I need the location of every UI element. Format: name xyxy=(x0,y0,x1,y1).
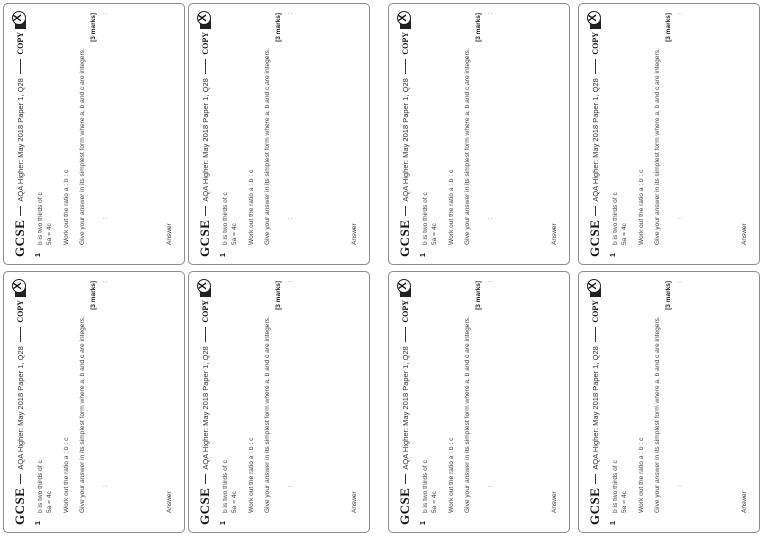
copy-label: COPY xyxy=(590,300,600,323)
card-header xyxy=(8,11,32,257)
question-line: b is two thirds of c xyxy=(422,192,429,245)
worksheet-card xyxy=(3,3,185,265)
copy-label: COPY xyxy=(200,32,210,55)
marks-label: [3 marks] xyxy=(475,281,482,310)
card-header xyxy=(393,279,417,525)
card-header xyxy=(8,279,32,525)
question-number: 1 xyxy=(35,521,42,525)
answer-box[interactable]: : : xyxy=(678,13,684,219)
header-rule xyxy=(405,327,406,343)
question-number: 1 xyxy=(420,253,427,257)
question-line: Give your answer in its simplest form where a, b and c are integers. xyxy=(654,316,661,513)
marks-label: [3 marks] xyxy=(90,13,97,42)
question-line: Work out the ratio a : b : c xyxy=(638,437,645,513)
question-source: AQA Higher: May 2018 Paper 1, Q28 xyxy=(15,78,25,202)
answer-label: Answer xyxy=(551,491,558,513)
question-line: b is two thirds of c xyxy=(37,460,44,513)
marks-label: [3 marks] xyxy=(275,281,282,310)
copy-label: COPY xyxy=(400,32,410,55)
header-rule xyxy=(595,474,596,484)
question-line: Give your answer in its simplest form where a, b and c are integers. xyxy=(264,316,271,513)
copy-label: COPY xyxy=(15,300,25,323)
question-body xyxy=(35,13,177,257)
gcse-logo: GCSE xyxy=(587,219,602,257)
question-line: Work out the ratio a : b : c xyxy=(638,169,645,245)
question-line: 5a = 4c xyxy=(431,491,438,513)
copy-x-icon: X xyxy=(11,11,29,29)
question-line: Work out the ratio a : b : c xyxy=(63,169,70,245)
question-line: Give your answer in its simplest form where a, b and c are integers. xyxy=(464,316,471,513)
marks-label: [3 marks] xyxy=(665,281,672,310)
answer-box[interactable]: : : xyxy=(103,13,109,219)
header-rule xyxy=(595,206,596,216)
question-line: 5a = 4c xyxy=(46,491,53,513)
answer-box[interactable]: : : xyxy=(288,281,294,487)
copy-x-icon: X xyxy=(196,279,214,297)
gcse-logo: GCSE xyxy=(12,487,27,525)
question-line: Give your answer in its simplest form where a, b and c are integers. xyxy=(264,48,271,245)
answer-label: Answer xyxy=(166,223,173,245)
marks-label: [3 marks] xyxy=(475,13,482,42)
question-line: 5a = 4c xyxy=(231,491,238,513)
question-number: 1 xyxy=(220,253,227,257)
question-line: Give your answer in its simplest form where a, b and c are integers. xyxy=(79,48,86,245)
answer-label: Answer xyxy=(351,491,358,513)
copy-label: COPY xyxy=(590,32,600,55)
marks-label: [3 marks] xyxy=(275,13,282,42)
worksheet-card xyxy=(578,3,760,265)
header-rule xyxy=(205,474,206,484)
worksheet-card xyxy=(188,271,370,533)
question-line: Give your answer in its simplest form where a, b and c are integers. xyxy=(654,48,661,245)
answer-box[interactable]: : : xyxy=(288,13,294,219)
question-line: Work out the ratio a : b : c xyxy=(448,437,455,513)
copy-label: COPY xyxy=(200,300,210,323)
question-body xyxy=(220,13,362,257)
copy-x-icon: X xyxy=(586,11,604,29)
answer-label: Answer xyxy=(741,491,748,513)
question-line: b is two thirds of c xyxy=(222,192,229,245)
header-rule xyxy=(405,59,406,75)
answer-label: Answer xyxy=(551,223,558,245)
question-source: AQA Higher: May 2018 Paper 1, Q28 xyxy=(400,346,410,470)
answer-box[interactable]: : : xyxy=(678,281,684,487)
gcse-logo: GCSE xyxy=(12,219,27,257)
header-rule xyxy=(20,59,21,75)
question-number: 1 xyxy=(420,521,427,525)
question-line: 5a = 4c xyxy=(46,223,53,245)
header-rule xyxy=(20,327,21,343)
gcse-logo: GCSE xyxy=(587,487,602,525)
question-source: AQA Higher: May 2018 Paper 1, Q28 xyxy=(590,78,600,202)
card-header xyxy=(193,279,217,525)
copy-x-icon: X xyxy=(396,11,414,29)
question-body xyxy=(610,13,752,257)
question-body xyxy=(35,281,177,525)
question-body xyxy=(420,281,562,525)
header-rule xyxy=(595,59,596,75)
question-line: 5a = 4c xyxy=(431,223,438,245)
copy-x-icon: X xyxy=(196,11,214,29)
question-line: b is two thirds of c xyxy=(612,460,619,513)
copy-label: COPY xyxy=(400,300,410,323)
gcse-logo: GCSE xyxy=(197,487,212,525)
question-source: AQA Higher: May 2018 Paper 1, Q28 xyxy=(15,346,25,470)
question-source: AQA Higher: May 2018 Paper 1, Q28 xyxy=(200,78,210,202)
question-line: Work out the ratio a : b : c xyxy=(248,437,255,513)
question-number: 1 xyxy=(610,521,617,525)
question-line: 5a = 4c xyxy=(231,223,238,245)
worksheet-card xyxy=(3,271,185,533)
header-rule xyxy=(595,327,596,343)
question-line: b is two thirds of c xyxy=(222,460,229,513)
copy-x-icon: X xyxy=(586,279,604,297)
question-number: 1 xyxy=(220,521,227,525)
answer-box[interactable]: : : xyxy=(103,281,109,487)
copy-label: COPY xyxy=(15,32,25,55)
card-header xyxy=(583,279,607,525)
worksheet-card xyxy=(388,3,570,265)
marks-label: [3 marks] xyxy=(90,281,97,310)
answer-box[interactable]: : : xyxy=(488,281,494,487)
question-line: Work out the ratio a : b : c xyxy=(248,169,255,245)
copy-x-icon: X xyxy=(396,279,414,297)
question-line: Work out the ratio a : b : c xyxy=(448,169,455,245)
card-header xyxy=(583,11,607,257)
answer-box[interactable]: : : xyxy=(488,13,494,219)
header-rule xyxy=(405,206,406,216)
question-body xyxy=(220,281,362,525)
worksheet-card xyxy=(188,3,370,265)
gcse-logo: GCSE xyxy=(197,219,212,257)
question-line: 5a = 4c xyxy=(621,491,628,513)
question-number: 1 xyxy=(35,253,42,257)
header-rule xyxy=(205,59,206,75)
question-body xyxy=(420,13,562,257)
question-line: Give your answer in its simplest form where a, b and c are integers. xyxy=(79,316,86,513)
header-rule xyxy=(405,474,406,484)
gcse-logo: GCSE xyxy=(397,219,412,257)
question-source: AQA Higher: May 2018 Paper 1, Q28 xyxy=(590,346,600,470)
card-header xyxy=(193,11,217,257)
question-source: AQA Higher: May 2018 Paper 1, Q28 xyxy=(200,346,210,470)
gcse-logo: GCSE xyxy=(397,487,412,525)
copy-x-icon: X xyxy=(11,279,29,297)
card-header xyxy=(393,11,417,257)
question-line: b is two thirds of c xyxy=(422,460,429,513)
header-rule xyxy=(20,206,21,216)
question-line: b is two thirds of c xyxy=(37,192,44,245)
question-line: 5a = 4c xyxy=(621,223,628,245)
answer-label: Answer xyxy=(166,491,173,513)
question-line: Work out the ratio a : b : c xyxy=(63,437,70,513)
worksheet-card xyxy=(388,271,570,533)
answer-label: Answer xyxy=(351,223,358,245)
question-line: b is two thirds of c xyxy=(612,192,619,245)
header-rule xyxy=(20,474,21,484)
header-rule xyxy=(205,206,206,216)
header-rule xyxy=(205,327,206,343)
marks-label: [3 marks] xyxy=(665,13,672,42)
answer-label: Answer xyxy=(741,223,748,245)
question-line: Give your answer in its simplest form where a, b and c are integers. xyxy=(464,48,471,245)
worksheet-card xyxy=(578,271,760,533)
question-body xyxy=(610,281,752,525)
question-number: 1 xyxy=(610,253,617,257)
question-source: AQA Higher: May 2018 Paper 1, Q28 xyxy=(400,78,410,202)
